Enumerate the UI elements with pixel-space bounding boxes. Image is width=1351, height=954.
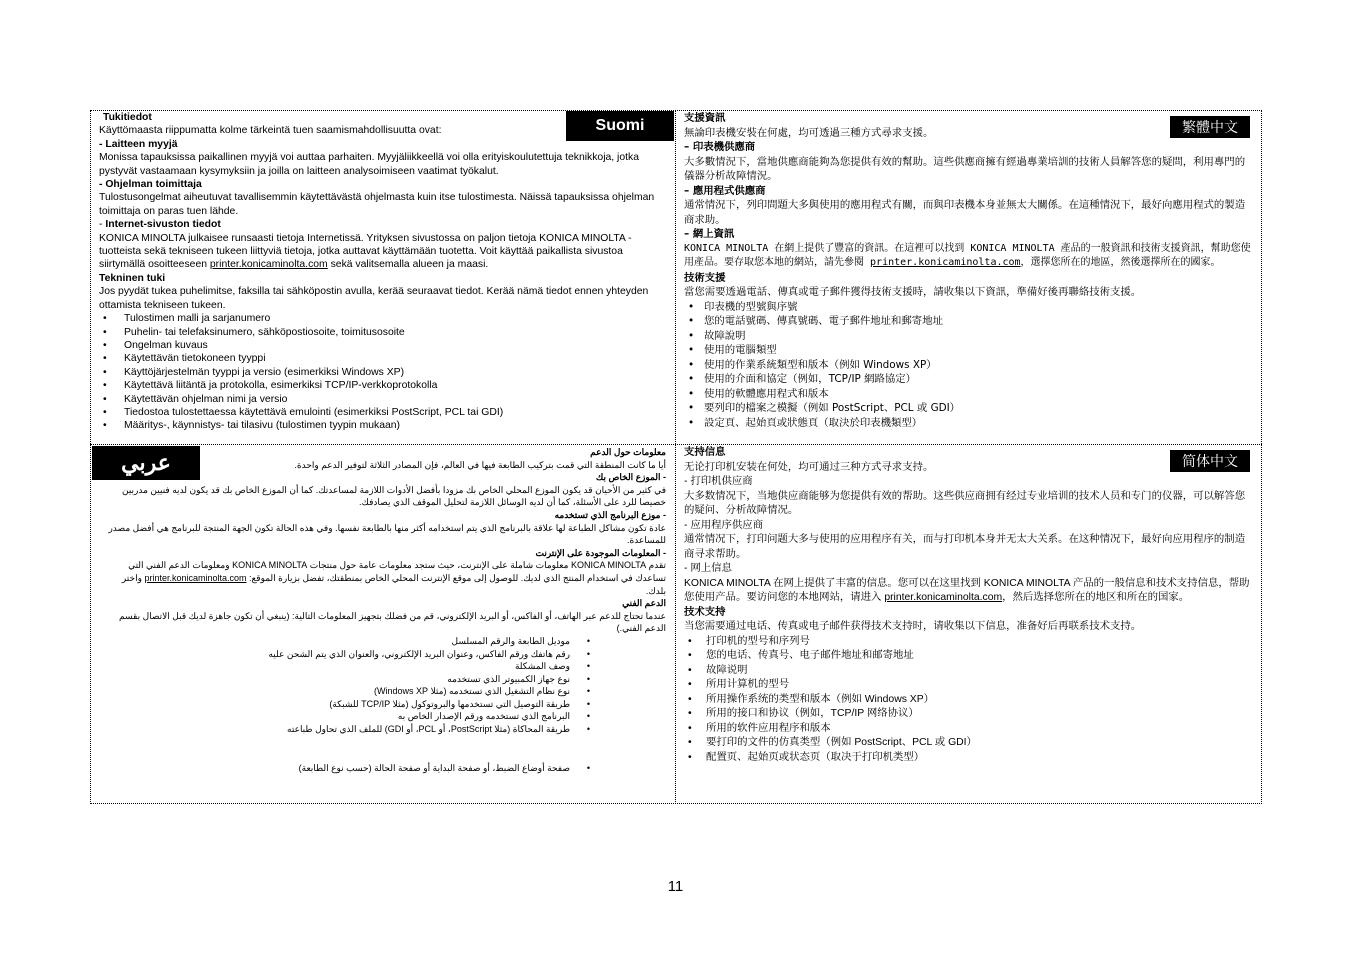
finnish-section [92, 111, 674, 444]
heading-software: - موزع البرنامج الذي تستخدمه [554, 509, 666, 520]
paragraph-internet [99, 232, 667, 272]
paragraph-software: 通常情況下，列印問題大多與使用的應用程式有關，而與印表機本身並無太大關係。在這種情況下，最好向應用程式的製造商求助。 [684, 199, 1246, 226]
bullet-list [99, 312, 569, 433]
heading-internet: - 网上信息 [684, 563, 732, 574]
arabic-section [92, 446, 674, 802]
paragraph-dealer: في كثير من الأحيان قد يكون الموزع المحلي الخاص بك مزودا بأفضل الأدوات اللازمة لمساعدتك. كما أن الموزع الخاص بك قد يكون لديه فنيين مدربين خصيصا للرد على الأسئلة، كما أن لديه الوسائل اللازمة لتحليل الموقف الذي يصادفك. [121, 484, 666, 508]
list-item: • 所用计算机的型号 [684, 678, 1254, 693]
paragraph-software: عادة تكون مشاكل الطباعة لها علاقة بالبرنامج الذي يتم استخدامه أكثر منها بالطابعة نفسها. وفي هذه الحالة تكون الجهة المنتجة للبرنامج هي أفضل مصدر للمساعدة. [108, 522, 666, 546]
spacer [100, 736, 666, 762]
language-label-traditional-chinese: 繁體中文 [1170, 116, 1250, 138]
paragraph-tech-support: 當您需要透過電話、傳真或電子郵件獲得技術支援時，請收集以下資訊，準備好後再聯絡技術支援。 [684, 286, 1142, 298]
list-item: • 故障说明 [684, 664, 1254, 679]
traditional-chinese-text [684, 111, 1254, 430]
list-item: • موديل الطابعة والرقم المسلسل [100, 635, 596, 648]
list-item: • طريقة المحاكاة (مثلا PostScript، أو PCL، أو GDI) للملف الذي تحاول طباعته [100, 723, 596, 736]
heading-dealer: - الموزع الخاص بك [595, 472, 666, 483]
heading-software: - Ohjelman toimittaja [99, 179, 202, 191]
arabic-text [100, 446, 666, 774]
heading-dealer: - 打印机供应商 [684, 476, 753, 487]
paragraph-internet [684, 577, 1254, 606]
paragraph-internet-a: KONICA MINOLTA 在网上提供了丰富的信息。您可以在这里找到 KONICA MINOLTA 产品的一般信息和技术支持信息，帮助您使用产品。要访问您的本地网站，请进入 [684, 577, 1250, 603]
heading-software: - 应用程序供应商 [684, 519, 764, 531]
list-item: • 使用的作業系統類型和版本（例如 Windows XP） [684, 358, 1254, 373]
list-item: • Ongelman kuvaus [99, 339, 569, 352]
section-title: 支持信息 [684, 447, 726, 458]
heading-dealer: - Laitteen myyjä [99, 138, 178, 150]
list-item: • Tulostimen malli ja sarjanumero [99, 312, 569, 325]
traditional-chinese-section [678, 111, 1260, 444]
list-item: • Käytettävä liitäntä ja protokolla, esimerkiksi TCP/IP-verkkoprotokolla [99, 379, 569, 392]
bullet-list [100, 635, 666, 736]
language-label-arabic: عربي [92, 446, 200, 480]
website-link[interactable]: printer.konicaminolta.com [884, 592, 1003, 603]
paragraph-tech-support: 当您需要通过电话、传真或电子邮件获得技术支持时，请收集以下信息，准备好后再联系技术支持。 [684, 621, 1142, 632]
section-title: 支援資訊 [684, 112, 726, 124]
column-divider [675, 110, 676, 804]
paragraph-tech-support: Jos pyydät tukea puhelimitse, faksilla tai sähköpostin avulla, kerää seuraavat tiedot. Kerää nämä tiedot ennen yhteyden ottamista tekniseen tukeen. [99, 286, 649, 311]
list-item: • 打印机的型号和序列号 [684, 635, 1254, 650]
row-divider [90, 444, 1262, 445]
paragraph-dealer: 大多數情況下，當地供應商能夠為您提供有效的幫助。這些供應商擁有經過專業培訓的技術人員解答您的疑問，利用專門的儀器分析故障情況。 [684, 155, 1246, 182]
paragraph-internet-a: تقدم KONICA MINOLTA معلومات شاملة على الإنترنت، حيث ستجد معلومات عامة حول منتجات KONICA MINOLTA ومعلومات الدعم الفني التي تساعدك في استخدام المنتج الذي لديك. للوصول إلى موقع الإنترنت المحلي الخاص بمنطقتك، تفضل بزيارة الموقع: [128, 560, 666, 583]
bullet-list [684, 635, 1254, 766]
heading-tech-support: 技術支援 [684, 271, 726, 284]
section-title: Tukitiedot [103, 112, 152, 123]
list-item: • طريقة التوصيل التي تستخدمها والبروتوكول (مثلا TCP/IP للشبكة) [100, 698, 596, 711]
paragraph-internet-b: واختر بلدك. [121, 572, 666, 596]
list-item: • Tiedostoa tulostettaessa käytettävä emulointi (esimerkiksi PostScript, PCL tai GDI) [99, 406, 569, 419]
list-item: • 配置页、起始页或状态页（取决于打印机类型） [684, 751, 1254, 766]
list-item: • البرنامج الذي تستخدمه ورقم الإصدار الخاص به [100, 710, 596, 723]
list-item: • Puhelin- tai telefaksinumero, sähköpostiosoite, toimitusosoite [99, 326, 569, 339]
language-label-finnish: Suomi [566, 111, 674, 141]
list-item: • وصف المشكلة [100, 660, 596, 673]
list-item: • رقم هاتفك ورقم الفاكس، وعنوان البريد الإلكتروني، والعنوان الذي يتم الشحن عليه [100, 648, 596, 661]
heading-tech-support: الدعم الفني [622, 598, 666, 609]
simplified-chinese-section [678, 446, 1260, 802]
list-item: • 要打印的文件的仿真类型（例如 PostScript、PCL 或 GDI） [684, 736, 1254, 751]
heading-software: – 應用程式供應商 [684, 184, 766, 197]
paragraph-dealer: Monissa tapauksissa paikallinen myyjä voi auttaa parhaiten. Myyjäliikkeellä voi olla erityiskoulutettuja teknikkoja, jotka pystyvät vastaamaan kysymyksiin ja joilla on laitteen analysoimiseen vaatimat työkalut. [99, 152, 640, 177]
simplified-chinese-text [684, 446, 1254, 765]
list-item: • 您的电话、传真号、电子邮件地址和邮寄地址 [684, 649, 1254, 664]
heading-internet [99, 218, 569, 231]
list-item: • نوع نظام التشغيل الذي تستخدمه (مثلا Windows XP) [100, 685, 596, 698]
heading-internet-text: Internet-sivuston tiedot [105, 219, 221, 231]
list-item: • Käyttöjärjestelmän tyyppi ja versio (esimerkiksi Windows XP) [99, 366, 569, 379]
list-item: • Käytettävän tietokoneen tyyppi [99, 352, 569, 365]
list-item: • 使用的電腦類型 [684, 343, 1254, 358]
intro-text: 無論印表機安裝在何處，均可透過三種方式尋求支援。 [684, 126, 934, 139]
paragraph-dealer: 大多数情况下，当地供应商能够为您提供有效的帮助。这些供应商拥有经过专业培训的技术人员和专门的仪器，可以解答您的疑问、分析故障情况。 [684, 490, 1246, 516]
list-item: • 印表機的型號與序號 [684, 300, 1254, 315]
list-item: • 所用的接口和协议（例如，TCP/IP 网络协议） [684, 707, 1254, 722]
section-title: معلومات حول الدعم [590, 447, 666, 457]
list-item: • 所用的软件应用程序和版本 [684, 722, 1254, 737]
paragraph-internet [684, 242, 1254, 271]
paragraph-internet [100, 559, 666, 597]
intro-text: أيا ما كانت المنطقة التي قمت بتركيب الطابعة فيها في العالم، فإن المصادر الثلاثة لتوفير الدعم واحدة. [294, 459, 666, 470]
paragraph-internet-b: sekä valitsemalla alueen ja maasi. [327, 259, 489, 271]
bullet-list [684, 300, 1254, 431]
paragraph-tech-support: عندما تحتاج للدعم عبر الهاتف، أو الفاكس، أو البريد الإلكتروني، قم من فضلك بتجهيز المعلومات التالية: (ينبغي أن تكون جاهزة لديك قبل الاتصال بقسم الدعم الفني.) [119, 610, 666, 634]
page-number: 11 [667, 878, 684, 895]
website-link[interactable]: printer.konicaminolta.com [144, 572, 247, 583]
language-label-simplified-chinese: 简体中文 [1170, 450, 1250, 472]
paragraph-internet-a: KONICA MINOLTA 在網上提供了豐富的資訊。在這裡可以找到 KONICA MINOLTA 產品的一般資訊和技術支援資訊，幫助您使用產品。要存取您本地的網站，請先參閱 [684, 242, 1251, 268]
list-item: • 設定頁、起始頁或狀態頁（取決於印表機類型） [684, 416, 1254, 431]
intro-text: 无论打印机安装在何处，均可通过三种方式寻求支持。 [684, 461, 934, 473]
paragraph-internet-b: ，然后选择您所在的地区和所在的国家。 [1002, 592, 1190, 603]
list-item: • 所用操作系统的类型和版本（例如 Windows XP） [684, 693, 1254, 708]
list-item: • 使用的軟體應用程式和版本 [684, 387, 1254, 402]
heading-tech-support: 技术支持 [684, 606, 726, 618]
intro-text: Käyttömaasta riippumatta kolme tärkeintä tuen saamismahdollisuutta ovat: [99, 125, 442, 137]
paragraph-software: 通常情况下，打印问题大多与使用的应用程序有关，而与打印机本身并无太大关系。在这种情况下，最好向应用程序的制造商寻求帮助。 [684, 534, 1246, 560]
list-item: • 故障說明 [684, 329, 1254, 344]
website-link[interactable]: printer.konicaminolta.com [870, 257, 1021, 268]
heading-dealer: – 印表機供應商 [684, 141, 756, 153]
heading-internet: – 網上資訊 [684, 228, 735, 240]
website-link[interactable]: printer.konicaminolta.com [209, 259, 328, 271]
list-item: • Määritys-, käynnistys- tai tilasivu (tulostimen tyypin mukaan) [99, 419, 569, 432]
list-item: • نوع جهاز الكمبيوتر الذي تستخدمه [100, 673, 596, 686]
list-item: • صفحة أوضاع الضبط، أو صفحة البداية أو صفحة الحالة (حسب نوع الطابعة) [100, 762, 596, 775]
list-item: • Käytettävän ohjelman nimi ja versio [99, 393, 569, 406]
paragraph-internet-a: KONICA MINOLTA julkaisee runsaasti tietoja Internetissä. Yrityksen sivustossa on paljon tietoja KONICA MINOLTA -tuotteista sekä tekniseen tukeen liittyviä tietoja, jotka auttavat käyttämään tuotetta. Voit käyttää paikallista sivustoa siirtymällä osoitteeseen [99, 232, 632, 271]
heading-internet: - المعلومات الموجودة على الإنترنت [535, 547, 666, 558]
list-item: • 使用的介面和協定（例如，TCP/IP 網路協定） [684, 372, 1254, 387]
heading-tech-support: Tekninen tuki [99, 272, 166, 284]
list-item: • 要列印的檔案之模擬（例如 PostScript、PCL 或 GDI） [684, 401, 1254, 416]
paragraph-software: Tulostusongelmat aiheutuvat tavallisemmin käytettävästä ohjelmasta kuin itse tulostimesta. Näissä tapauksissa ohjelman toimittaja on paras tuen lähde. [99, 192, 655, 217]
paragraph-internet-b: ，選擇您所在的地區，然後選擇所在的國家。 [1020, 257, 1221, 268]
list-item: • 您的電話號碼、傳真號碼、電子郵件地址和郵寄地址 [684, 314, 1254, 329]
bullet-list-extra [100, 762, 666, 775]
heading-prefix: - [99, 219, 106, 231]
